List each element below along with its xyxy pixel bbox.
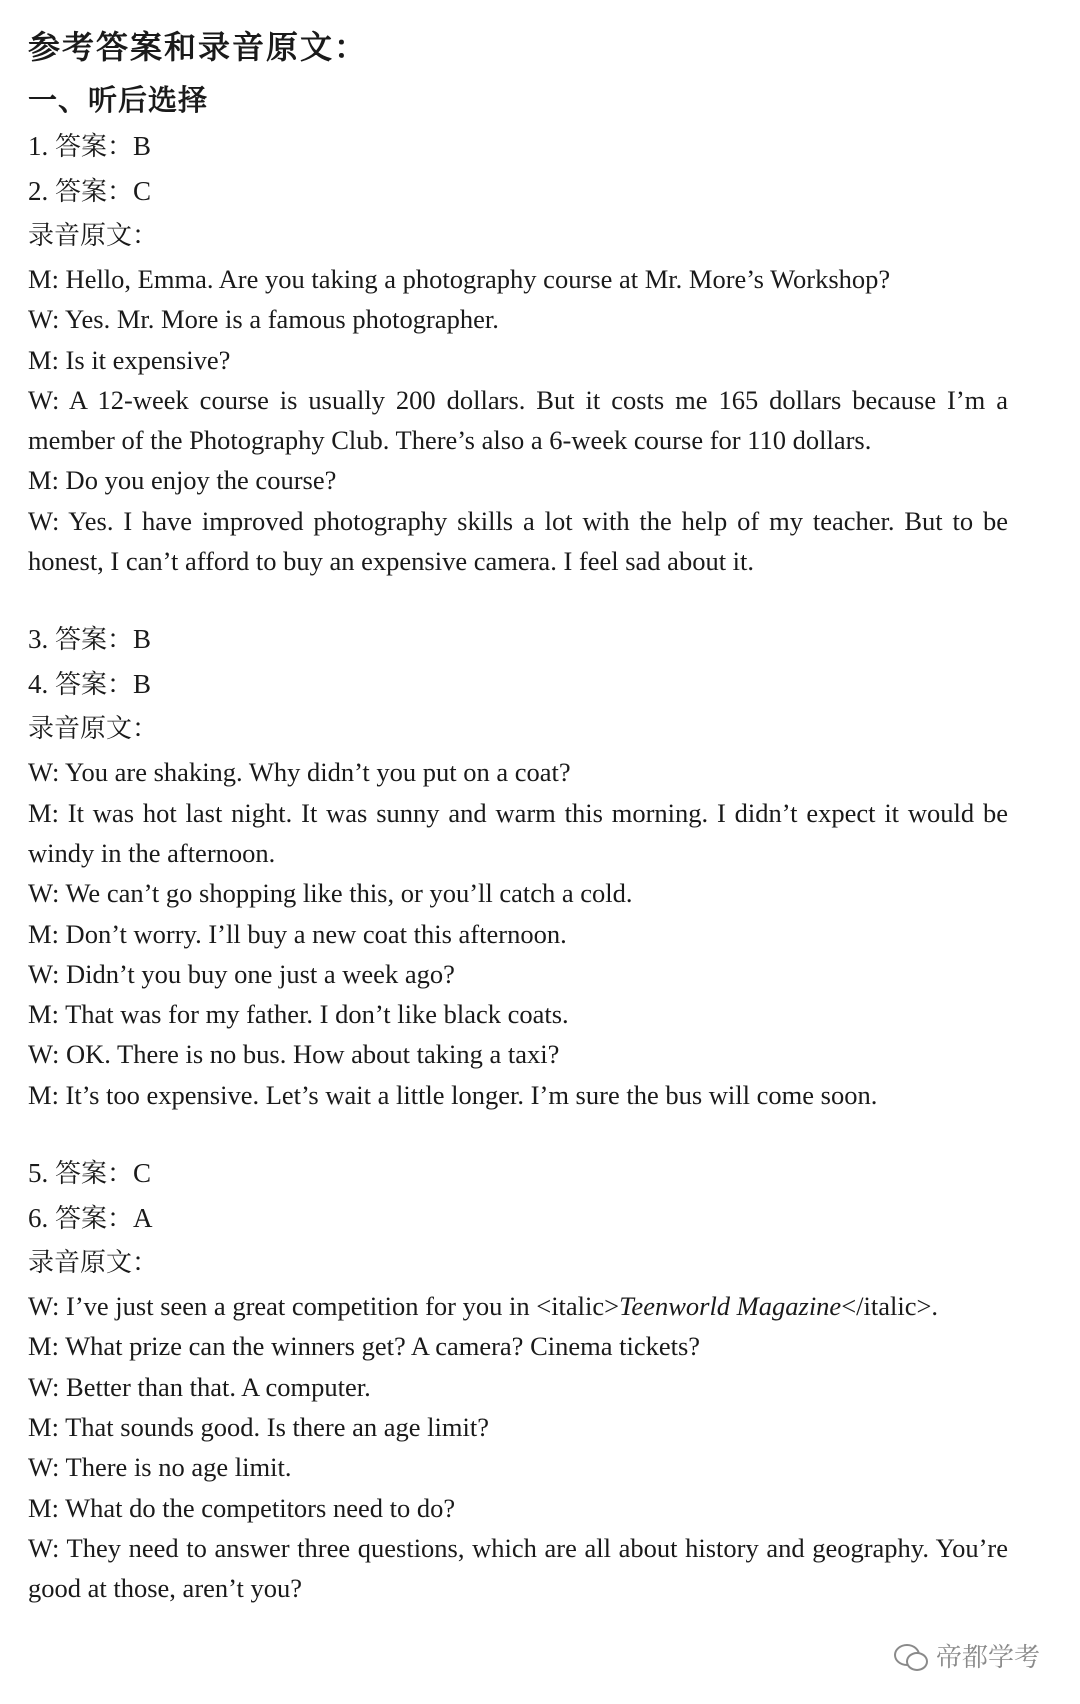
answer-value: A <box>133 1203 153 1234</box>
answer-label: 答案： <box>55 1204 134 1235</box>
question-number: 6. <box>28 1203 49 1234</box>
transcript-line: W: Yes. Mr. More is a famous photographer. <box>28 304 499 335</box>
transcript-line: W: They need to answer three questions, which are all about history and geography. You’re good at those, aren’t you? <box>28 1532 1008 1604</box>
watermark <box>894 1637 1040 1674</box>
transcript-line: M: Is it expensive? <box>28 344 231 375</box>
wechat-icon <box>894 1642 928 1670</box>
transcript-line: W: Didn’t you buy one just a week ago? <box>28 958 455 989</box>
transcript-line: M: Hello, Emma. Are you taking a photography course at Mr. More’s Workshop? <box>28 264 891 294</box>
question-number: 2. <box>28 176 49 206</box>
answer-value: B <box>133 624 152 655</box>
line-text: W: I’ve just seen a great competition for you in <italic> <box>28 1291 620 1322</box>
transcript-label: 录音原文： <box>28 221 159 251</box>
transcript-line: W: Better than that. A computer. <box>28 1371 371 1402</box>
transcript-line: W: You are shaking. Why didn’t you put on a coat? <box>28 757 571 788</box>
question-number: 4. <box>28 669 49 700</box>
transcript-line: M: Don’t worry. I’ll buy a new coat this afternoon. <box>28 918 567 949</box>
question-number: 3. <box>28 624 49 655</box>
transcript-line: M: What prize can the winners get? A camera? Cinema tickets? <box>28 1331 701 1362</box>
answer-value: B <box>133 131 152 161</box>
page-title: 参考答案和录音原文： <box>28 28 369 66</box>
answer-value: C <box>133 1158 152 1189</box>
transcript-line: M: Do you enjoy the course? <box>28 465 337 496</box>
magazine-title: Teenworld Magazine <box>619 1291 842 1322</box>
answer-value: C <box>133 176 152 206</box>
question-group-1 <box>28 124 1008 581</box>
transcript-line: M: It’s too expensive. Let’s wait a little longer. I’m sure the bus will come soon. <box>28 1079 878 1110</box>
answer-value: B <box>133 669 152 700</box>
watermark-text: 帝都学考 <box>935 1643 1040 1673</box>
transcript-label: 录音原文： <box>28 1248 159 1279</box>
transcript-line: M: What do the competitors need to do? <box>28 1492 456 1523</box>
section-heading: 一、听后选择 <box>28 83 209 117</box>
question-number: 1. <box>28 131 49 161</box>
answer-line <box>28 169 1008 214</box>
spacer <box>28 581 1008 617</box>
answer-line <box>28 124 1008 169</box>
answer-label: 答案： <box>55 670 134 701</box>
answer-label: 答案： <box>55 625 134 656</box>
transcript-line: W: A 12-week course is usually 200 dollars. But it costs me 165 dollars because I’m a member of the Photography Club. There’s also a 6-week course for 110 dollars. <box>28 384 1008 456</box>
transcript-line: W: We can’t go shopping like this, or you’ll catch a cold. <box>28 878 633 909</box>
transcript-line: M: That was for my father. I don’t like black coats. <box>28 999 569 1030</box>
transcript-line: W: There is no age limit. <box>28 1452 292 1483</box>
question-group-2 <box>28 617 1008 1115</box>
transcript-line: W: OK. There is no bus. How about taking a taxi? <box>28 1039 560 1070</box>
answer-line <box>28 617 1008 662</box>
question-number: 5. <box>28 1158 49 1189</box>
transcript-line: W: Yes. I have improved photography skills a lot with the help of my teacher. But to be honest, I can’t afford to buy an expensive camera. I feel sad about it. <box>28 505 1008 577</box>
answer-line <box>28 662 1008 707</box>
transcript-line <box>28 1286 1008 1326</box>
line-text: </italic>. <box>841 1291 939 1322</box>
answer-label: 答案： <box>55 177 134 207</box>
answer-line <box>28 1151 1008 1196</box>
document-page <box>28 18 1008 1608</box>
answer-label: 答案： <box>55 1159 134 1190</box>
transcript-line: M: That sounds good. Is there an age limit? <box>28 1411 489 1442</box>
transcript-label: 录音原文： <box>28 714 159 745</box>
spacer <box>28 1115 1008 1151</box>
transcript-line: M: It was hot last night. It was sunny and warm this morning. I didn’t expect it would be windy in the afternoon. <box>28 797 1008 868</box>
question-group-3 <box>28 1151 1008 1608</box>
answer-label: 答案： <box>55 132 134 162</box>
answer-line <box>28 1196 1008 1241</box>
